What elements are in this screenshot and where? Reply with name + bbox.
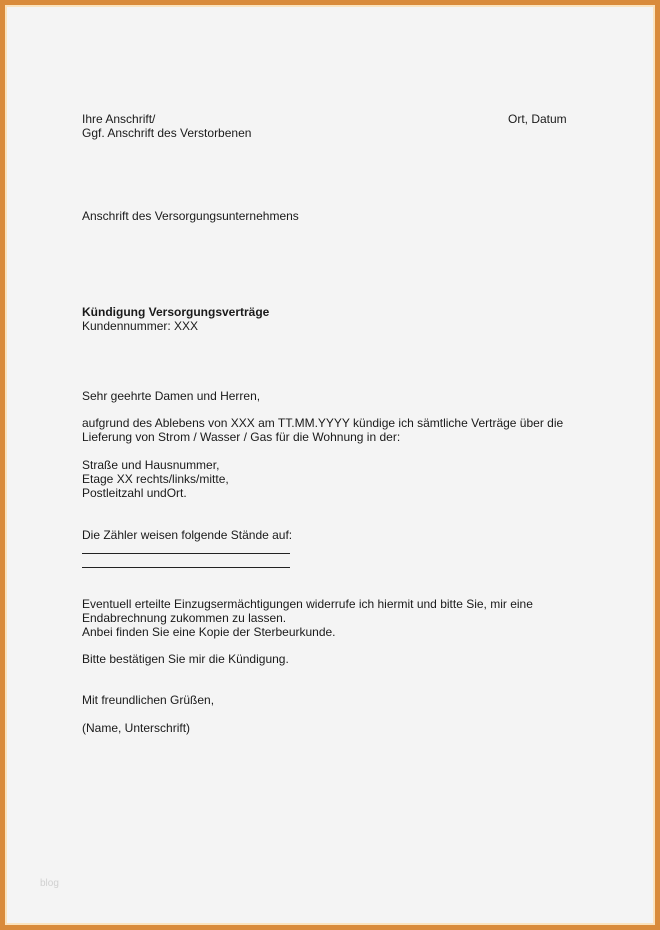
paragraph-2-line-2: Endabrechnung zukommen zu lassen. [82,611,287,625]
address-line-1: Straße und Hausnummer, [82,458,220,472]
customer-number: Kundennummer: XXX [82,319,199,333]
meter-reading-line-2 [82,567,290,568]
address-line-2: Etage XX rechts/links/mitte, [82,472,229,486]
watermark: blog [40,878,59,889]
meter-reading-line-1 [82,553,290,554]
recipient-address: Anschrift des Versorgungsunternehmens [82,209,299,223]
place-date: Ort, Datum [508,112,567,126]
signature: (Name, Unterschrift) [82,721,191,735]
sender-line-2: Ggf. Anschrift des Verstorbenen [82,126,252,140]
paragraph-2-line-1: Eventuell erteilte Einzugsermächtigungen widerrufe ich hiermit und bitte Sie, mir eine [82,597,533,611]
paragraph-1-line-1: aufgrund des Ablebens von XXX am TT.MM.YYYY kündige ich sämtliche Verträge über die [82,416,564,430]
meters-label: Die Zähler weisen folgende Stände auf: [82,528,293,542]
subject-title: Kündigung Versorgungsverträge [82,305,270,319]
closing: Mit freundlichen Grüßen, [82,693,215,707]
address-line-3: Postleitzahl undOrt. [82,486,187,500]
paragraph-2-line-3: Anbei finden Sie eine Kopie der Sterbeurkunde. [82,625,336,639]
confirm-request: Bitte bestätigen Sie mir die Kündigung. [82,652,289,666]
paragraph-1-line-2: Lieferung von Strom / Wasser / Gas für die Wohnung in der: [82,430,401,444]
salutation: Sehr geehrte Damen und Herren, [82,389,261,403]
sender-line-1: Ihre Anschrift/ [82,112,156,126]
